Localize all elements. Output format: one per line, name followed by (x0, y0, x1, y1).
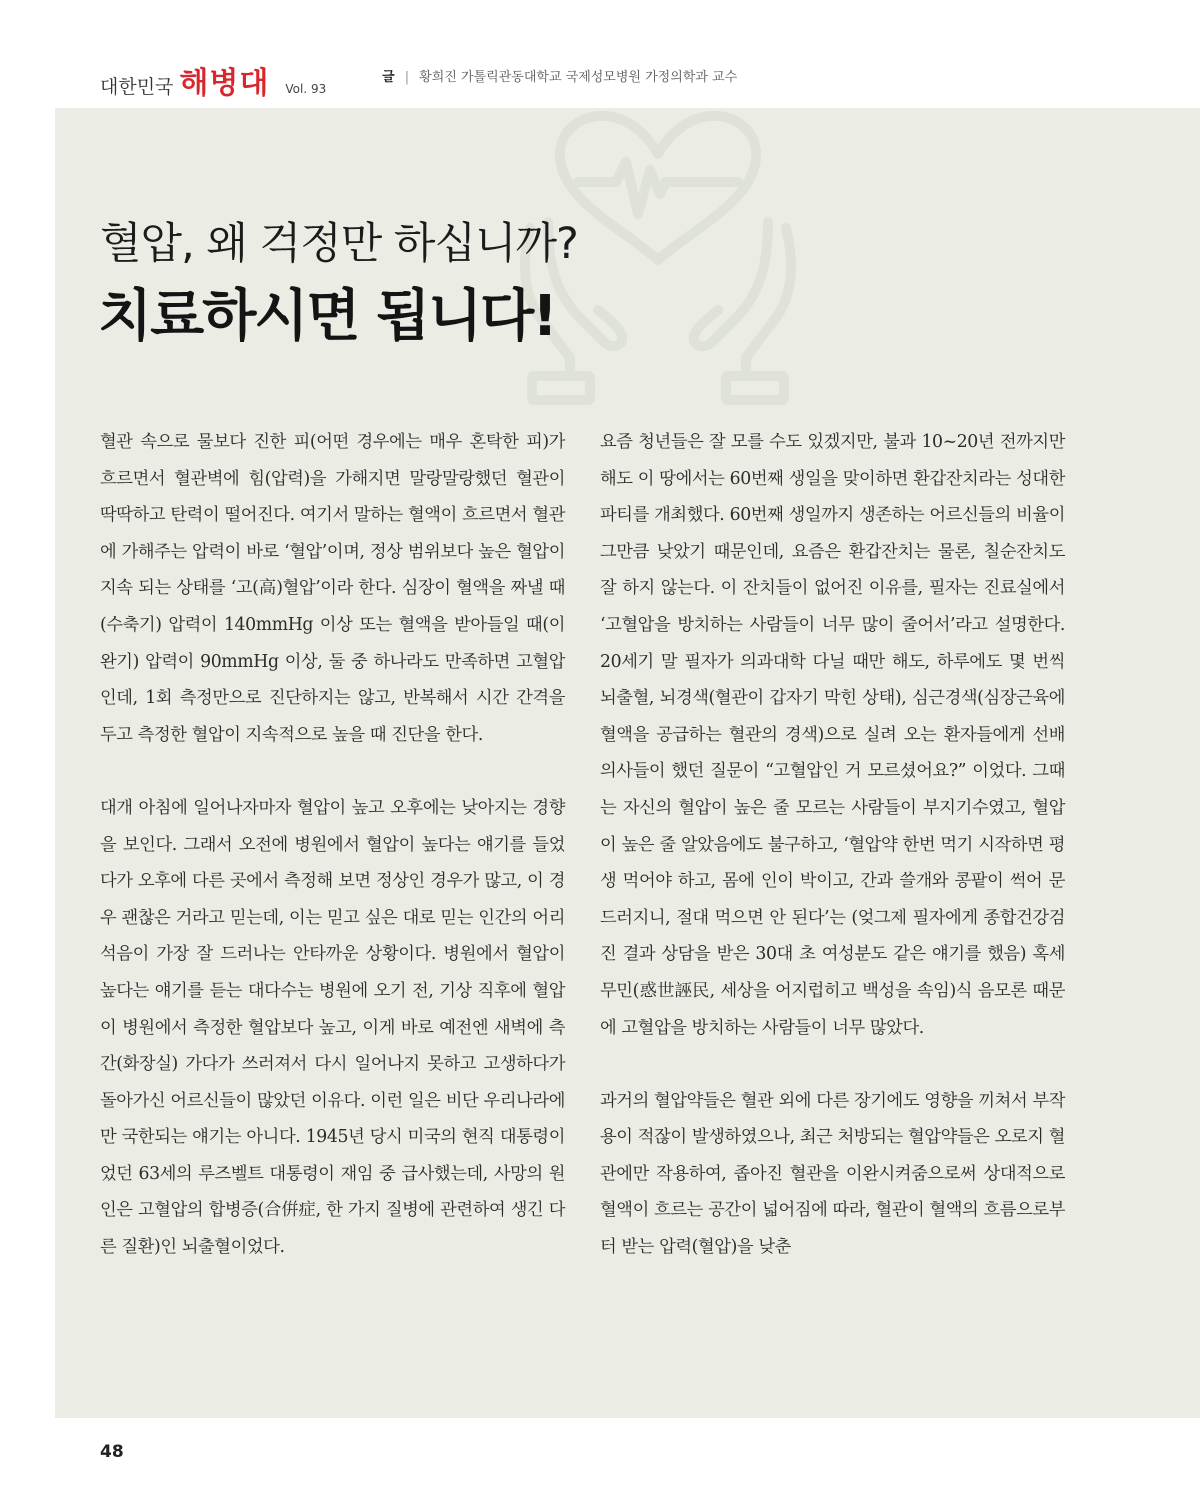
brand-prefix: 대한민국 (100, 76, 174, 98)
volume-label: Vol. 93 (285, 82, 327, 96)
article-title-line1: 혈압, 왜 걱정만 하십니까? (100, 219, 578, 269)
page-number: 48 (100, 1442, 124, 1462)
brand-name: 해병대 (179, 66, 270, 101)
page-header (0, 0, 1200, 108)
body-paragraph: 요즘 청년들은 잘 모를 수도 있겠지만, 불과 10~20년 전까지만 해도 이 땅에서는 60번째 생일을 맞이하면 환갑잔치라는 성대한 파티를 개최했다. 60번째 생일까지 생존하는 어르신들의 비율이 그만큼 낮았기 때문인데, 요즘은 환갑잔치는 물론, 칠순잔치도 잘 하지 않는다. 이 잔치들이 없어진 이유를, 필자는 진료실에서 ‘고혈압을 방치하는 사람들이 너무 많이 줄어서’라고 설명한다. 20세기 말 필자가 의과대학 다닐 때만 해도, 하루에도 몇 번씩 뇌출혈, 뇌경색(혈관이 갑자기 막힌 상태), 심근경색(심장근육에 혈액을 공급하는 혈관의 경색)으로 실려 오는 환자들에게 선배 의사들이 했던 질문이 “고혈압인 거 모르셨어요?” 이었다. 그때는 자신의 혈압이 높은 줄 모르는 사람들이 부지기수였고, 혈압이 높은 줄 알았음에도 불구하고, ‘혈압약 한번 먹기 시작하면 평생 먹어야 하고, 몸에 인이 박이고, 간과 쓸개와 콩팥이 썩어 문드러지니, 절대 먹으면 안 된다’는 (엊그제 필자에게 종합건강검진 결과 상담을 받은 30대 초 여성분도 같은 얘기를 했음) 혹세무민(惑世誣民, 세상을 어지럽히고 백성을 속임)식 음모론 때문에 고혈압을 방치하는 사람들이 너무 많았다. (600, 432, 1065, 1038)
body-paragraph: 혈관 속으로 물보다 진한 피(어떤 경우에는 매우 혼탁한 피)가 흐르면서 혈관벽에 힘(압력)을 가해지면 말랑말랑했던 혈관이 딱딱하고 탄력이 떨어진다. 여기서 말하는 혈액이 흐르면서 혈관에 가해주는 압력이 바로 ‘혈압’이며, 정상 범위보다 높은 혈압이 지속 되는 상태를 ‘고(高)혈압’이라 한다. 심장이 혈액을 짜낼 때(수축기) 압력이 140mmHg 이상 또는 혈액을 받아들일 때(이완기) 압력이 90mmHg 이상, 둘 중 하나라도 만족하면 고혈압인데, 1회 측정만으로 진단하지는 않고, 반복해서 시간 간격을 두고 측정한 혈압이 지속적으로 높을 때 진단을 한다. (100, 432, 565, 745)
article-right-column (600, 424, 1065, 1266)
byline-label: 글 (382, 70, 395, 85)
byline-separator: | (404, 70, 410, 85)
magazine-brand (100, 58, 326, 102)
byline-author: 황희진 가톨릭관동대학교 국제성모병원 가정의학과 교수 (419, 70, 738, 85)
body-paragraph: 과거의 혈압약들은 혈관 외에 다른 장기에도 영향을 끼쳐서 부작용이 적잖이 발생하였으나, 최근 처방되는 혈압약들은 오로지 혈관에만 작용하여, 좁아진 혈관을 이완시켜줌으로써 상대적으로 혈액이 흐르는 공간이 넓어짐에 따라, 혈관이 혈액의 흐름으로부터 받는 압력(혈압)을 낮춘 (600, 1090, 1065, 1258)
article-left-column (100, 424, 565, 1266)
article-title-line2: 치료하시면 됩니다! (98, 284, 556, 349)
body-paragraph: 대개 아침에 일어나자마자 혈압이 높고 오후에는 낮아지는 경향을 보인다. 그래서 오전에 병원에서 혈압이 높다는 얘기를 들었다가 오후에 다른 곳에서 측정해 보면 정상인 경우가 많고, 이 경우 괜찮은 거라고 믿는데, 이는 믿고 싶은 대로 믿는 인간의 어리석음이 가장 잘 드러나는 안타까운 상황이다. 병원에서 혈압이 높다는 얘기를 듣는 대다수는 병원에 오기 전, 기상 직후에 혈압이 병원에서 측정한 혈압보다 높고, 이게 바로 예전엔 새벽에 측간(화장실) 가다가 쓰러져서 다시 일어나지 못하고 고생하다가 돌아가신 어르신들이 많았던 이유다. 이런 일은 비단 우리나라에만 국한되는 얘기는 아니다. 1945년 당시 미국의 현직 대통령이었던 63세의 루즈벨트 대통령이 재임 중 급사했는데, 사망의 원인은 고혈압의 합병증(合倂症, 한 가지 질병에 관련하여 생긴 다른 질환)인 뇌출혈이었다. (100, 797, 565, 1258)
byline (382, 66, 737, 85)
